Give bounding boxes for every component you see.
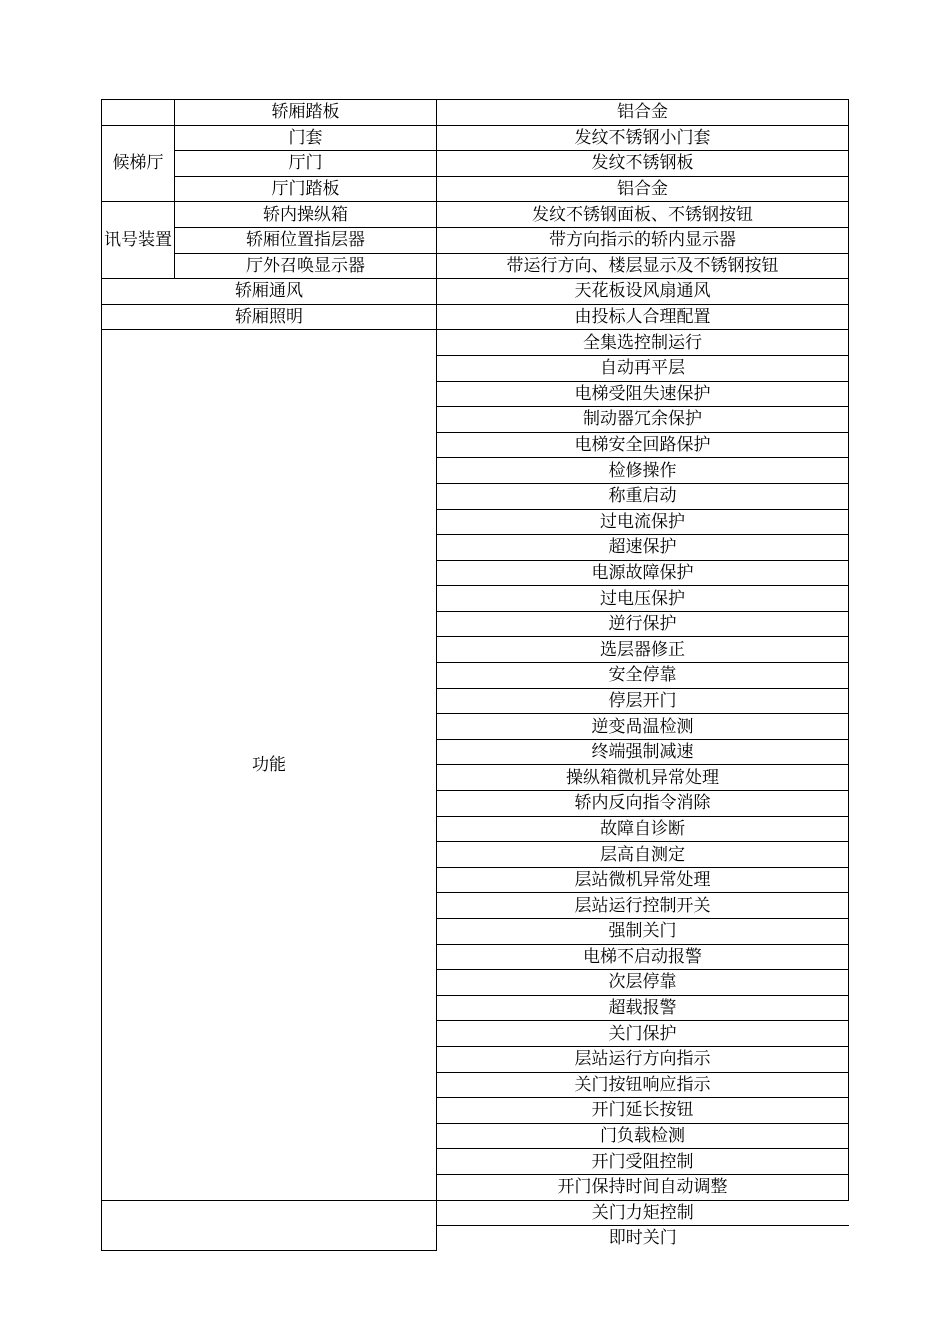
spec-cell: 发纹不锈钢面板、不锈钢按钮	[437, 202, 849, 228]
function-item: 全集选控制运行	[437, 330, 849, 356]
function-item: 层站运行控制开关	[437, 893, 849, 919]
extra-functions-section	[102, 1200, 849, 1251]
function-item: 层站运行方向指示	[437, 1046, 849, 1072]
spec-cell: 铝合金	[437, 100, 849, 126]
function-item: 操纵箱微机异常处理	[437, 765, 849, 791]
function-item: 层高自测定	[437, 842, 849, 868]
group-cell	[102, 100, 175, 126]
function-item: 强制关门	[437, 919, 849, 945]
function-item: 故障自诊断	[437, 816, 849, 842]
item-cell: 厅门踏板	[175, 176, 437, 202]
function-item: 选层器修正	[437, 637, 849, 663]
function-item: 过电流保护	[437, 509, 849, 535]
item-cell: 厅外召唤显示器	[175, 253, 437, 279]
function-item: 关门保护	[437, 1021, 849, 1047]
function-item: 电梯安全回路保护	[437, 432, 849, 458]
function-item: 轿内反向指令消除	[437, 791, 849, 817]
function-item: 检修操作	[437, 458, 849, 484]
table-row	[102, 202, 849, 228]
function-item: 逆行保护	[437, 611, 849, 637]
function-item: 制动器冗余保护	[437, 407, 849, 433]
item-cell: 轿内操纵箱	[175, 202, 437, 228]
item-cell: 轿厢踏板	[175, 100, 437, 126]
function-item: 次层停靠	[437, 970, 849, 996]
function-category-label	[102, 1200, 437, 1251]
table-row	[102, 125, 849, 151]
group-cell: 候梯厅	[102, 125, 175, 202]
table-row	[102, 151, 849, 177]
function-item: 终端强制减速	[437, 739, 849, 765]
function-item: 电源故障保护	[437, 560, 849, 586]
function-item: 自动再平层	[437, 355, 849, 381]
function-item: 电梯不启动报警	[437, 944, 849, 970]
function-item: 称重启动	[437, 483, 849, 509]
function-item: 超速保护	[437, 535, 849, 561]
function-item: 即时关门	[437, 1226, 849, 1251]
spec-cell: 发纹不锈钢小门套	[437, 125, 849, 151]
function-item: 电梯受阻失速保护	[437, 381, 849, 407]
item-cell: 轿厢位置指层器	[175, 227, 437, 253]
item-cell: 轿厢照明	[102, 304, 437, 330]
function-item: 开门受阻控制	[437, 1149, 849, 1175]
spec-cell: 由投标人合理配置	[437, 304, 849, 330]
item-cell: 轿厢通风	[102, 279, 437, 305]
function-item: 停层开门	[437, 688, 849, 714]
table-row	[102, 253, 849, 279]
spec-cell: 发纹不锈钢板	[437, 151, 849, 177]
table-row	[102, 279, 849, 305]
table-row	[102, 176, 849, 202]
spec-cell: 带方向指示的轿内显示器	[437, 227, 849, 253]
table-row	[102, 330, 849, 356]
function-category-label: 功能	[102, 330, 437, 1200]
spec-cell: 天花板设风扇通风	[437, 279, 849, 305]
table-row	[102, 304, 849, 330]
elevator-spec-table	[101, 99, 849, 1251]
function-item: 关门力矩控制	[437, 1200, 849, 1226]
spec-cell: 铝合金	[437, 176, 849, 202]
table-row	[102, 1200, 849, 1226]
table-row	[102, 100, 849, 126]
spec-cell: 带运行方向、楼层显示及不锈钢按钮	[437, 253, 849, 279]
item-cell: 门套	[175, 125, 437, 151]
function-item: 安全停靠	[437, 663, 849, 689]
function-item: 逆变咼温检测	[437, 714, 849, 740]
table-row	[102, 227, 849, 253]
function-item: 过电压保护	[437, 586, 849, 612]
function-item: 关门按钮响应指示	[437, 1072, 849, 1098]
item-cell: 厅门	[175, 151, 437, 177]
function-item: 开门保持时间自动调整	[437, 1174, 849, 1200]
function-item: 门负载检测	[437, 1123, 849, 1149]
function-item: 层站微机异常处理	[437, 867, 849, 893]
group-cell: 讯号装置	[102, 202, 175, 279]
function-item: 超载报警	[437, 995, 849, 1021]
functions-section	[102, 330, 849, 1200]
function-item: 开门延长按钮	[437, 1098, 849, 1124]
